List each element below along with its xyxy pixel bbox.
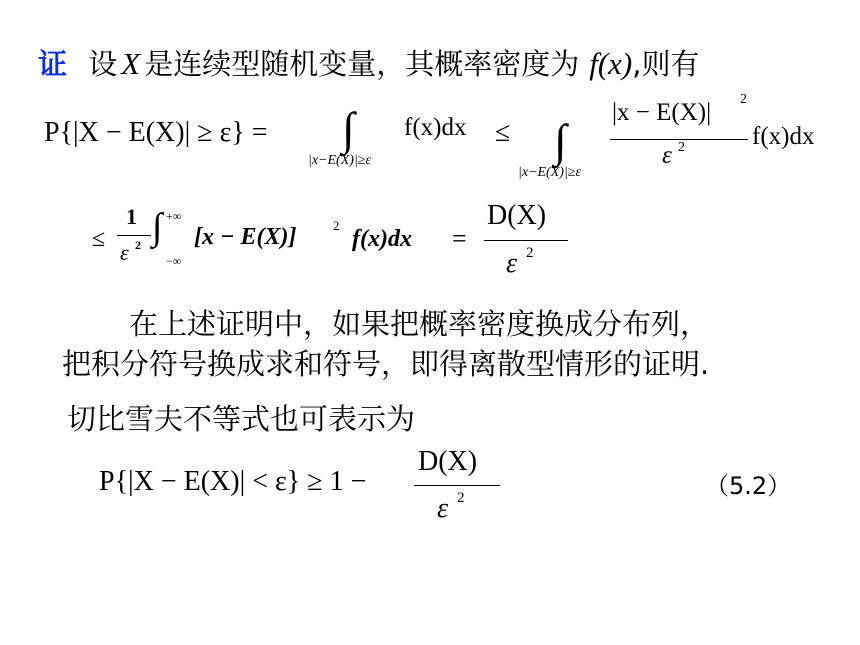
eq1-region-1: |x−E(X)|≥ε [308,153,371,168]
eq2-body: [x − E(X)] [194,224,297,250]
eq2-coef-denominator-exp: 2 [135,238,141,252]
proof-label: 证 [38,47,68,81]
eq2-lower-limit: −∞ [166,254,182,268]
paragraph-line-1: 在上述证明中，如果把概率密度换成分布列， [129,307,710,341]
alt-form-text: 切比雪夫不等式也可表示为 [67,402,416,436]
eq1-lhs: P{|X − E(X)| ≥ ε} = [44,117,268,148]
eq3-denominator: ε [437,493,449,524]
eq1-integral-sign-2: ∫ [554,115,567,166]
eq2-rhs-bar [484,240,568,241]
intro-text-a: 设 [88,47,118,81]
eq2-equals: = [452,224,467,253]
eq1-frac-numerator: |x − E(X)| [612,99,712,126]
variable-x: X [121,46,141,81]
eq1-frac-denominator: ε [662,142,672,169]
eq2-rhs-denominator-exp: 2 [526,245,534,261]
eq2-coef-denominator: ε [120,240,129,265]
eq2-rhs-numerator: D(X) [487,200,547,231]
eq2-tail: f(x)dx [352,226,412,252]
eq2-coef-numerator: 1 [126,204,137,229]
eq3-denominator-exp: 2 [457,490,465,506]
intro-line [38,42,699,83]
eq2-leq: ≤ [92,226,106,252]
eq1-integrand-2: f(x)dx [752,123,815,150]
eq2-rhs-denominator: ε [506,248,518,279]
intro-text-b: 是连续型随机变量，其概率密度为 [144,47,580,81]
eq1-frac-denominator-exp: 2 [678,140,685,155]
eq3-numerator: D(X) [418,446,478,477]
eq2-upper-limit: +∞ [166,209,182,223]
eq1-frac-numerator-exp: 2 [740,92,747,107]
eq1-region-2: |x−E(X)|≥ε [518,165,581,180]
eq1-integral-sign-1: ∫ [342,103,355,154]
density-fx: f(x) [589,46,633,81]
eq3-label: （5.2） [705,472,792,500]
intro-text-c: ,则有 [632,47,700,81]
eq2-integral-sign: ∫ [152,206,163,248]
eq1-leq: ≤ [495,117,511,148]
eq1-integrand-1: f(x)dx [404,114,467,141]
paragraph-line-2: 把积分符号换成求和符号，即得离散型情形的证明. [62,347,710,381]
eq2-coef-bar [117,235,151,236]
eq2-body-exp: 2 [333,218,340,233]
eq3-lhs: P{|X − E(X)| < ε} ≥ 1 − [99,466,367,497]
eq3-fraction-bar [414,485,500,486]
